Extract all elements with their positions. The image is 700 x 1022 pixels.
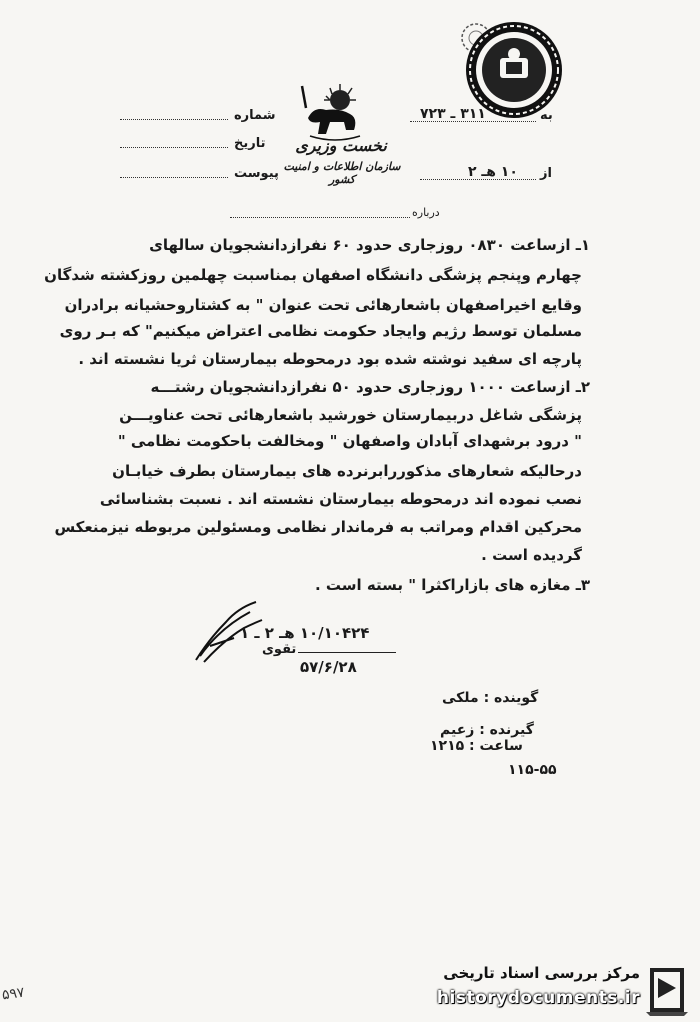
watermark-title: مرکز بررسی اسناد تاریخی	[443, 964, 640, 982]
archive-logo-icon	[640, 962, 692, 1018]
shomareh-label: شماره	[234, 108, 276, 123]
az-label: از	[540, 166, 552, 181]
signature-name: تقوی	[262, 642, 297, 657]
body-line-2: چهارم وپنجم پزشگی دانشگاه اصفهان بمناسبت چهلمین روزکشته شدگان	[44, 266, 582, 284]
receiver-line: گیرنده : زعیم	[440, 722, 534, 738]
signature-date: ۵۷/۶/۲۸	[300, 658, 357, 676]
org-name-primary: نخست وزیری	[295, 136, 387, 155]
lion-and-sun-emblem-icon	[300, 78, 370, 144]
body-line-4: مسلمان توسط رژیم وایجاد حکومت نظامی اعتراض میکنیم" که بـر روی	[59, 322, 582, 340]
az-field	[420, 178, 536, 180]
body-line-5: پارچه ای سفید نوشته شده بود درمحوطه بیمارستان ثریا نشسته اند .	[78, 350, 582, 368]
body-line-1: ۱ـ ازساعت ۰۸۳۰ روزجاری حدود ۶۰ نفرازدانشجویان سالهای	[149, 236, 590, 254]
be-label: به	[540, 108, 553, 123]
doc-code: ۱۱۵-۵۵	[508, 762, 557, 778]
be-value: ۳۱۱ ـ ۷۲۳	[420, 106, 486, 122]
body-line-6: ۲ـ ازساعت ۱۰۰۰ روزجاری حدود ۵۰ نفرازدانشجویان رشتـــه	[150, 378, 590, 396]
body-line-13: ۳ـ مغازه های بازاراکثرا " بسته است .	[314, 576, 590, 594]
tarikh-label: تاریخ	[234, 136, 266, 151]
time-line: ساعت : ۱۲۱۵	[430, 738, 523, 754]
body-line-7: پزشگی شاغل دربیمارستان خورشید باشعارهائی تحت عناویـــن	[119, 406, 582, 424]
speaker-line: گوینده : ملکی	[442, 690, 539, 706]
signature-divider	[298, 652, 396, 653]
be-field	[410, 120, 536, 122]
shomareh-field	[120, 118, 228, 120]
az-value: ۱۰ هـ ۲	[468, 164, 518, 180]
tarikh-field	[120, 146, 228, 148]
body-line-11: محرکین اقدام ومراتب به فرماندار نظامی ومسئولین مربوطه نیزمنعکس	[54, 518, 582, 536]
signature-ref: ۱۰/۱۰۴۲۴ هـ ۲ ـ ۱	[240, 624, 370, 642]
peyvast-label: پیوست	[234, 166, 279, 181]
darbareh-label: درباره	[412, 206, 440, 219]
body-line-9: درحالیکه شعارهای مذکوررابرنرده های بیمارستان بطرف خیابـان	[112, 462, 582, 480]
org-name-secondary: سازمان اطلاعات و امنیت کشور	[283, 160, 401, 186]
body-line-8: " درود برشهدای آبادان واصفهان " ومخالفت باحکومت نظامی "	[117, 432, 582, 450]
body-line-3: وقایع اخیراصفهان باشعارهائی تحت عنوان " به کشتاروحشیانه برادران	[64, 296, 582, 314]
peyvast-field	[120, 176, 228, 178]
watermark-url: historydocuments.ir	[436, 988, 640, 1008]
darbareh-field	[230, 216, 410, 218]
body-line-10: نصب نموده اند درمحوطه بیمارستان نشسته اند . نسبت بشناسائی	[99, 490, 582, 508]
body-line-12: گردیده است .	[481, 546, 582, 564]
margin-page-number: ۵۹۷	[0, 984, 26, 1004]
